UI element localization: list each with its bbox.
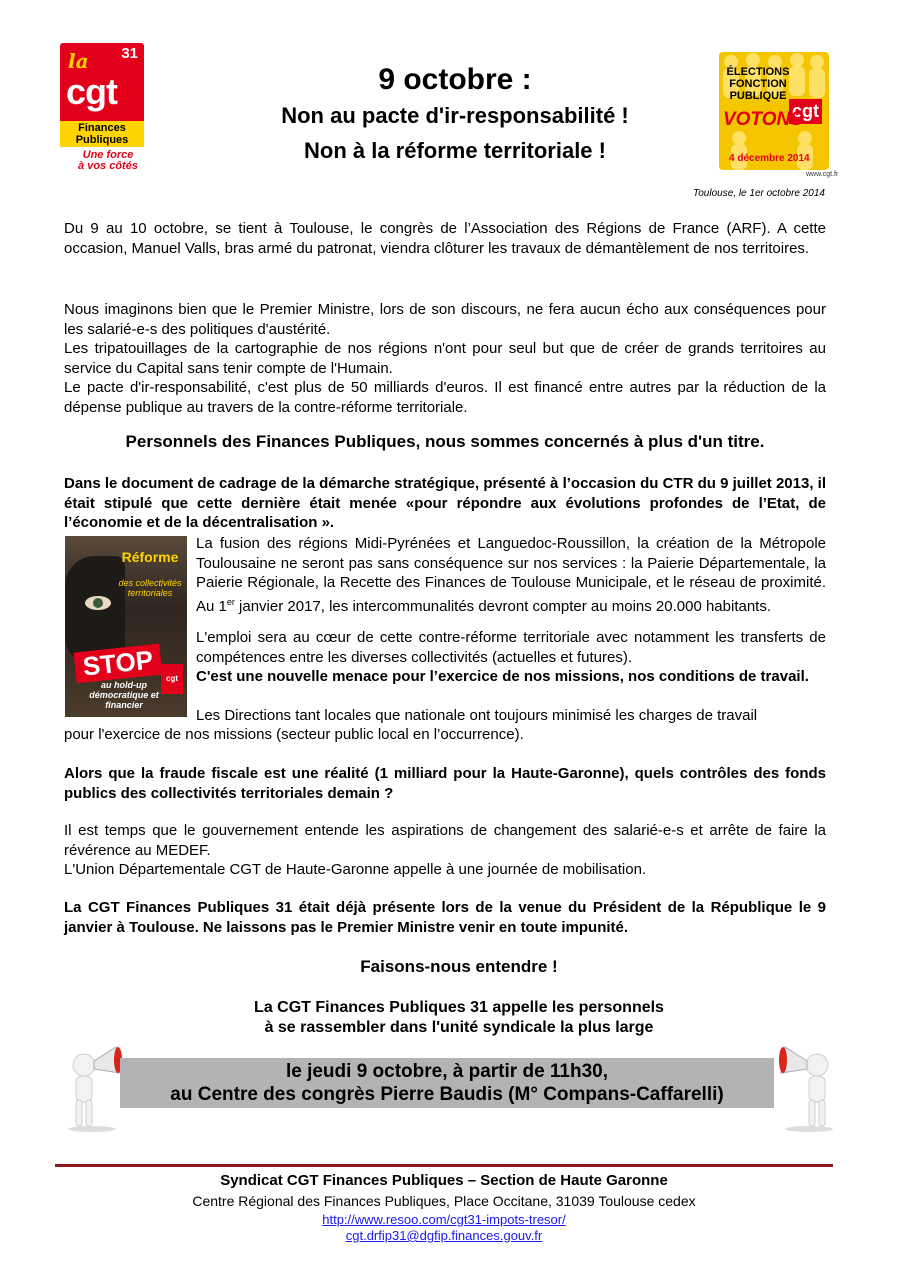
presence-paragraph: La CGT Finances Publiques 31 était déjà présente lors de la venue du Président de la République le 9 janvier à Toulouse. Ne laissons pas le Premier Ministre venir en toute impunité. [64, 899, 826, 936]
image-holdup-text: au hold-up démocratique et financier [89, 680, 159, 710]
elections-logo-url: www.cgt.fr [806, 171, 839, 178]
menace-paragraph: C'est une nouvelle menace pour l’exercice de nos missions, nos conditions de travail. [196, 668, 809, 685]
cadrage-paragraph: Dans le document de cadrage de la démarche stratégique, présenté à l’occasion du CTR du 9 juillet 2013, il était stipulé que cette dernière était menée «pour répondre aux évolutions profondes de l’Etat, de l’économie et de la décentralisation ». [64, 475, 826, 531]
publique-word: PUBLIQUE [729, 90, 787, 102]
image-cgt-badge: cgt [161, 664, 183, 694]
appel-text [64, 998, 854, 1038]
gouvernement-text: Il est temps que le gouvernement entende les aspirations de changement des salarié-e-s et arrête de faire la révérence au MEDEF. [64, 822, 826, 859]
intro-paragraph-1: Du 9 au 10 octobre, se tient à Toulouse, le congrès de l’Association des Régions de France (ARF). A cette occasion, Manuel Valls, bras armé du patronat, viendra clôturer les travaux de démantèlement de nos territoires. [64, 220, 826, 257]
appel-line-1: La CGT Finances Publiques 31 appelle les personnels [254, 999, 664, 1016]
fusion-paragraph [196, 534, 826, 616]
section-heading: Personnels des Finances Publiques, nous sommes concernés à plus d'un titre. [125, 432, 765, 451]
cartographie-text: Les tripatouillages de la cartographie de nos régions n'ont pour seul but que de créer de grands territoires au service du Capital sans tenir compte de l'Humain. [64, 340, 826, 377]
footer-title: Syndicat CGT Finances Publiques – Section de Haute Garonne [220, 1172, 668, 1189]
image-stop-text: STOP [74, 644, 163, 684]
footer-email-row [55, 1228, 833, 1243]
megaphone-figure-left-icon [54, 1043, 130, 1133]
logo-cgt-text: cgt [66, 71, 117, 112]
union-text: L'Union Départementale CGT de Haute-Garonne appelle à une journée de mobilisation. [64, 861, 647, 878]
elections-logo [719, 52, 829, 170]
event-location-line: au Centre des congrès Pierre Baudis (M° Compans-Caffarelli) [170, 1084, 724, 1105]
intro-paragraph-2 [64, 300, 826, 417]
megaphone-figure-right-icon [771, 1043, 847, 1133]
logo-slogan [68, 150, 148, 172]
page-title: 9 octobre : [378, 63, 532, 96]
logo-finances-band [60, 121, 144, 147]
pacte-text: Le pacte d'ir-responsabilité, c'est plus de 50 milliards d'euros. Il est financé entre autres par la réduction de la dépense publique au travers de la contre-réforme territoriale. [64, 379, 826, 416]
appel-line-2: à se rassembler dans l'unité syndicale la plus large [264, 1019, 654, 1036]
fusion-superscript: er [226, 596, 235, 607]
slogan-line-2: à vos côtés [78, 160, 138, 172]
subtitle-pacte: Non au pacte d'ir-responsabilité ! [281, 103, 629, 128]
email-link[interactable]: cgt.drfip31@dgfip.finances.gouv.fr [345, 1228, 543, 1243]
stop-reforme-image [65, 536, 187, 717]
image-reforme-text: Réforme [121, 549, 179, 565]
elections-date: 4 décembre 2014 [729, 153, 810, 164]
logo-finances-text: Finances [78, 122, 126, 134]
footer-divider [55, 1164, 833, 1167]
logo-la-text: la [68, 49, 89, 73]
directions-line-1: Les Directions tant locales que nationale ont toujours minimisé les charges de travail [196, 707, 758, 724]
event-banner-text [120, 1060, 774, 1106]
fonction-word: FONCTION [729, 78, 787, 90]
votons-text: VOTONS [723, 109, 803, 130]
logo-publiques-text: Publiques [75, 134, 129, 146]
fusion-text-b: janvier 2017, les intercommunalités devront compter au moins 20.000 habitants. [234, 597, 772, 615]
gouvernement-paragraph [64, 821, 826, 880]
fraude-paragraph: Alors que la fraude fiscale est une réalité (1 milliard pour la Haute-Garonne), quels contrôles des fonds publics des collectivités territoriales demain ? [64, 765, 826, 802]
austerite-text: Nous imaginons bien que le Premier Ministre, lors de son discours, ne fera aucun écho aux conséquences pour les salarié-e-s des politiques d'austérité. [64, 301, 826, 338]
directions-line-2: pour l'exercice de nos missions (secteur public local en l’occurrence). [64, 726, 524, 743]
image-collectivites-text: des collectivités territoriales [118, 578, 182, 598]
fusion-text-a: La fusion des régions Midi-Pyrénées et Languedoc-Roussillon, la création de la Métropole Toulousaine ne seront pas sans conséquence sur nos services : la Paierie Départementale, la Paierie Régionale, la Recette des Finances de Toulouse Municipale, et le réseau de proximité. Au 1 [196, 535, 826, 615]
logo-number: 31 [121, 45, 138, 62]
website-link[interactable]: http://www.resoo.com/cgt31-impots-tresor/ [322, 1212, 566, 1227]
date-place: Toulouse, le 1er octobre 2014 [693, 188, 825, 199]
elections-word: ÉLECTIONS [726, 66, 790, 78]
footer-address: Centre Régional des Finances Publiques, Place Occitane, 31039 Toulouse cedex [192, 1193, 696, 1209]
subtitle-reforme: Non à la réforme territoriale ! [304, 138, 606, 163]
cgt-finances-logo [60, 43, 144, 147]
emploi-paragraph: L'emploi sera au cœur de cette contre-réforme territoriale avec notamment les transferts de compétences entre les diverses collectivités (actuelles et futures). [196, 629, 826, 666]
elections-cgt-badge: cgt [789, 99, 822, 124]
event-date-line: le jeudi 9 octobre, à partir de 11h30, [285, 1061, 609, 1082]
slogan-line-1: Une force [82, 149, 134, 161]
faisons-heading: Faisons-nous entendre ! [360, 957, 558, 976]
footer-url-row [55, 1212, 833, 1227]
elections-text-block [723, 66, 793, 102]
eye-icon [85, 596, 111, 610]
